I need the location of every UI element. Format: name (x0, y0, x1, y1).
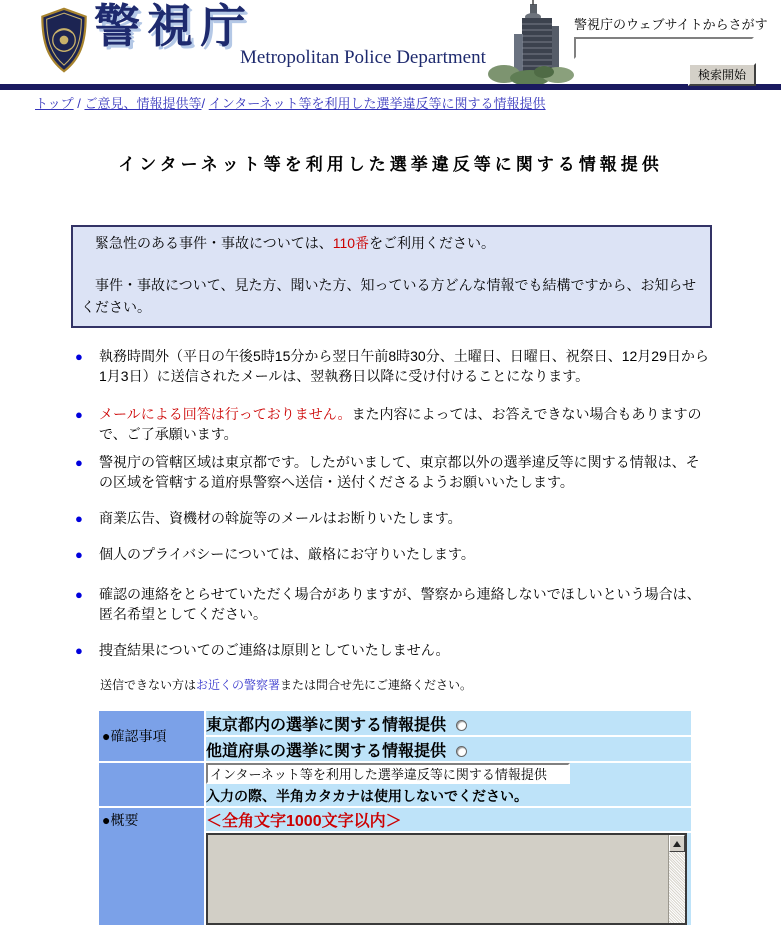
bullet-icon: ● (75, 511, 83, 526)
emergency-notice-box (71, 225, 712, 328)
list-item-text: 執務時間外（平日の午後5時15分から翌日午前8時30分、土曜日、日曜日、祝祭日、12月29日から1月3日）に送信されたメールは、翌執務日以降に受け付けることになります。 (99, 348, 709, 384)
textarea-scrollbar[interactable] (668, 835, 685, 923)
summary-textarea[interactable] (206, 833, 687, 925)
radio-button-tokyo[interactable] (456, 720, 467, 731)
list-item (75, 584, 713, 624)
list-item-text: また内容によっては、お答えできない場合もありますので、ご了承願います。 (99, 406, 702, 442)
breadcrumb-link-opinions[interactable]: ご意見、情報提供等 (84, 96, 202, 111)
site-search (574, 14, 768, 86)
confirm-items-label: ●確認事項 (99, 711, 204, 761)
site-header (0, 0, 781, 84)
search-start-button[interactable]: 検索開始 (688, 63, 756, 86)
subject-row (206, 763, 691, 806)
breadcrumb-link-top[interactable]: トップ (35, 96, 74, 111)
nearest-police-station-link[interactable]: お近くの警察署 (196, 678, 281, 692)
list-item-text: 警視庁の管轄区域は東京都です。したがいまして、東京都以外の選挙違反等に関する情報は、その区域を管轄する道府県警察へ送信・送付くださるようお願いいたします。 (99, 454, 700, 490)
notice-110-number: 110番 (332, 235, 370, 251)
radio-row-other-prefecture (206, 737, 691, 761)
subject-input[interactable] (206, 763, 570, 784)
page-title: インターネット等を利用した選挙違反等に関する情報提供 (118, 155, 663, 174)
report-form-table (97, 709, 693, 927)
bullet-icon: ● (75, 349, 83, 364)
breadcrumb-link-current[interactable]: インターネット等を利用した選挙違反等に関する情報提供 (208, 96, 546, 111)
radio-label-tokyo: 東京都内の選挙に関する情報提供 (206, 716, 447, 734)
cannot-send-note (100, 676, 781, 693)
mpd-badge-logo (38, 6, 90, 74)
breadcrumb-separator: / (201, 96, 209, 111)
search-label: 警視庁のウェブサイトからさがす (574, 17, 768, 32)
site-subtitle: Metropolitan Police Department (240, 47, 486, 68)
list-item-text: 個人のプライバシーについては、厳格にお守りいたします。 (99, 546, 475, 562)
list-item-text: 商業広告、資機材の斡旋等のメールはお断りいたします。 (99, 510, 462, 526)
summary-limit-row (206, 808, 691, 831)
notice-text: 緊急性のある事件・事故については、 (81, 235, 333, 251)
subnote-text: または問合せ先にご連絡ください。 (280, 678, 473, 692)
summary-label: ●概要 (99, 808, 204, 925)
halfwidth-katakana-note: 入力の際、半角カタカナは使用しないでください。 (206, 788, 528, 804)
breadcrumb-separator: / (73, 96, 85, 111)
arrow-up-icon (673, 841, 681, 847)
char-limit-text: ＜全角文字1000文字以内＞ (206, 813, 402, 830)
site-title: 警視庁 (94, 1, 253, 52)
bullet-icon: ● (75, 587, 83, 602)
bullet-icon: ● (75, 407, 83, 422)
notice-line-2: 事件・事故について、見た方、聞いた方、知っている方どんな情報でも結構ですから、お知らせください。 (81, 277, 697, 315)
site-search-input[interactable] (574, 37, 754, 59)
bullet-icon: ● (75, 455, 83, 470)
radio-row-tokyo (206, 711, 691, 735)
list-item (75, 508, 713, 528)
subnote-text: 送信できない方は (100, 678, 197, 692)
list-item (75, 346, 713, 386)
list-item (75, 544, 713, 564)
bullet-icon: ● (75, 547, 83, 562)
breadcrumb (0, 90, 781, 114)
bullet-icon: ● (75, 643, 83, 658)
list-item (75, 404, 713, 444)
guideline-list (75, 346, 713, 660)
radio-button-other-prefecture[interactable] (456, 746, 467, 757)
list-item-red-text: メールによる回答は行っておりません。 (99, 406, 352, 422)
radio-label-other-prefecture: 他道府県の選挙に関する情報提供 (206, 742, 447, 760)
empty-label-cell (99, 763, 204, 806)
notice-line-1 (81, 232, 702, 254)
summary-textarea-row (206, 833, 691, 925)
list-item-text: 確認の連絡をとらせていただく場合がありますが、警察から連絡しないでほしいという場合は、匿名希望としてください。 (99, 586, 701, 622)
list-item (75, 640, 713, 660)
hq-building-image (486, 0, 578, 84)
list-item-text: 捜査結果についてのご連絡は原則としていたしません。 (99, 642, 450, 658)
scroll-up-button[interactable] (669, 835, 685, 852)
list-item (75, 452, 713, 492)
notice-text: をご利用ください。 (369, 235, 496, 251)
